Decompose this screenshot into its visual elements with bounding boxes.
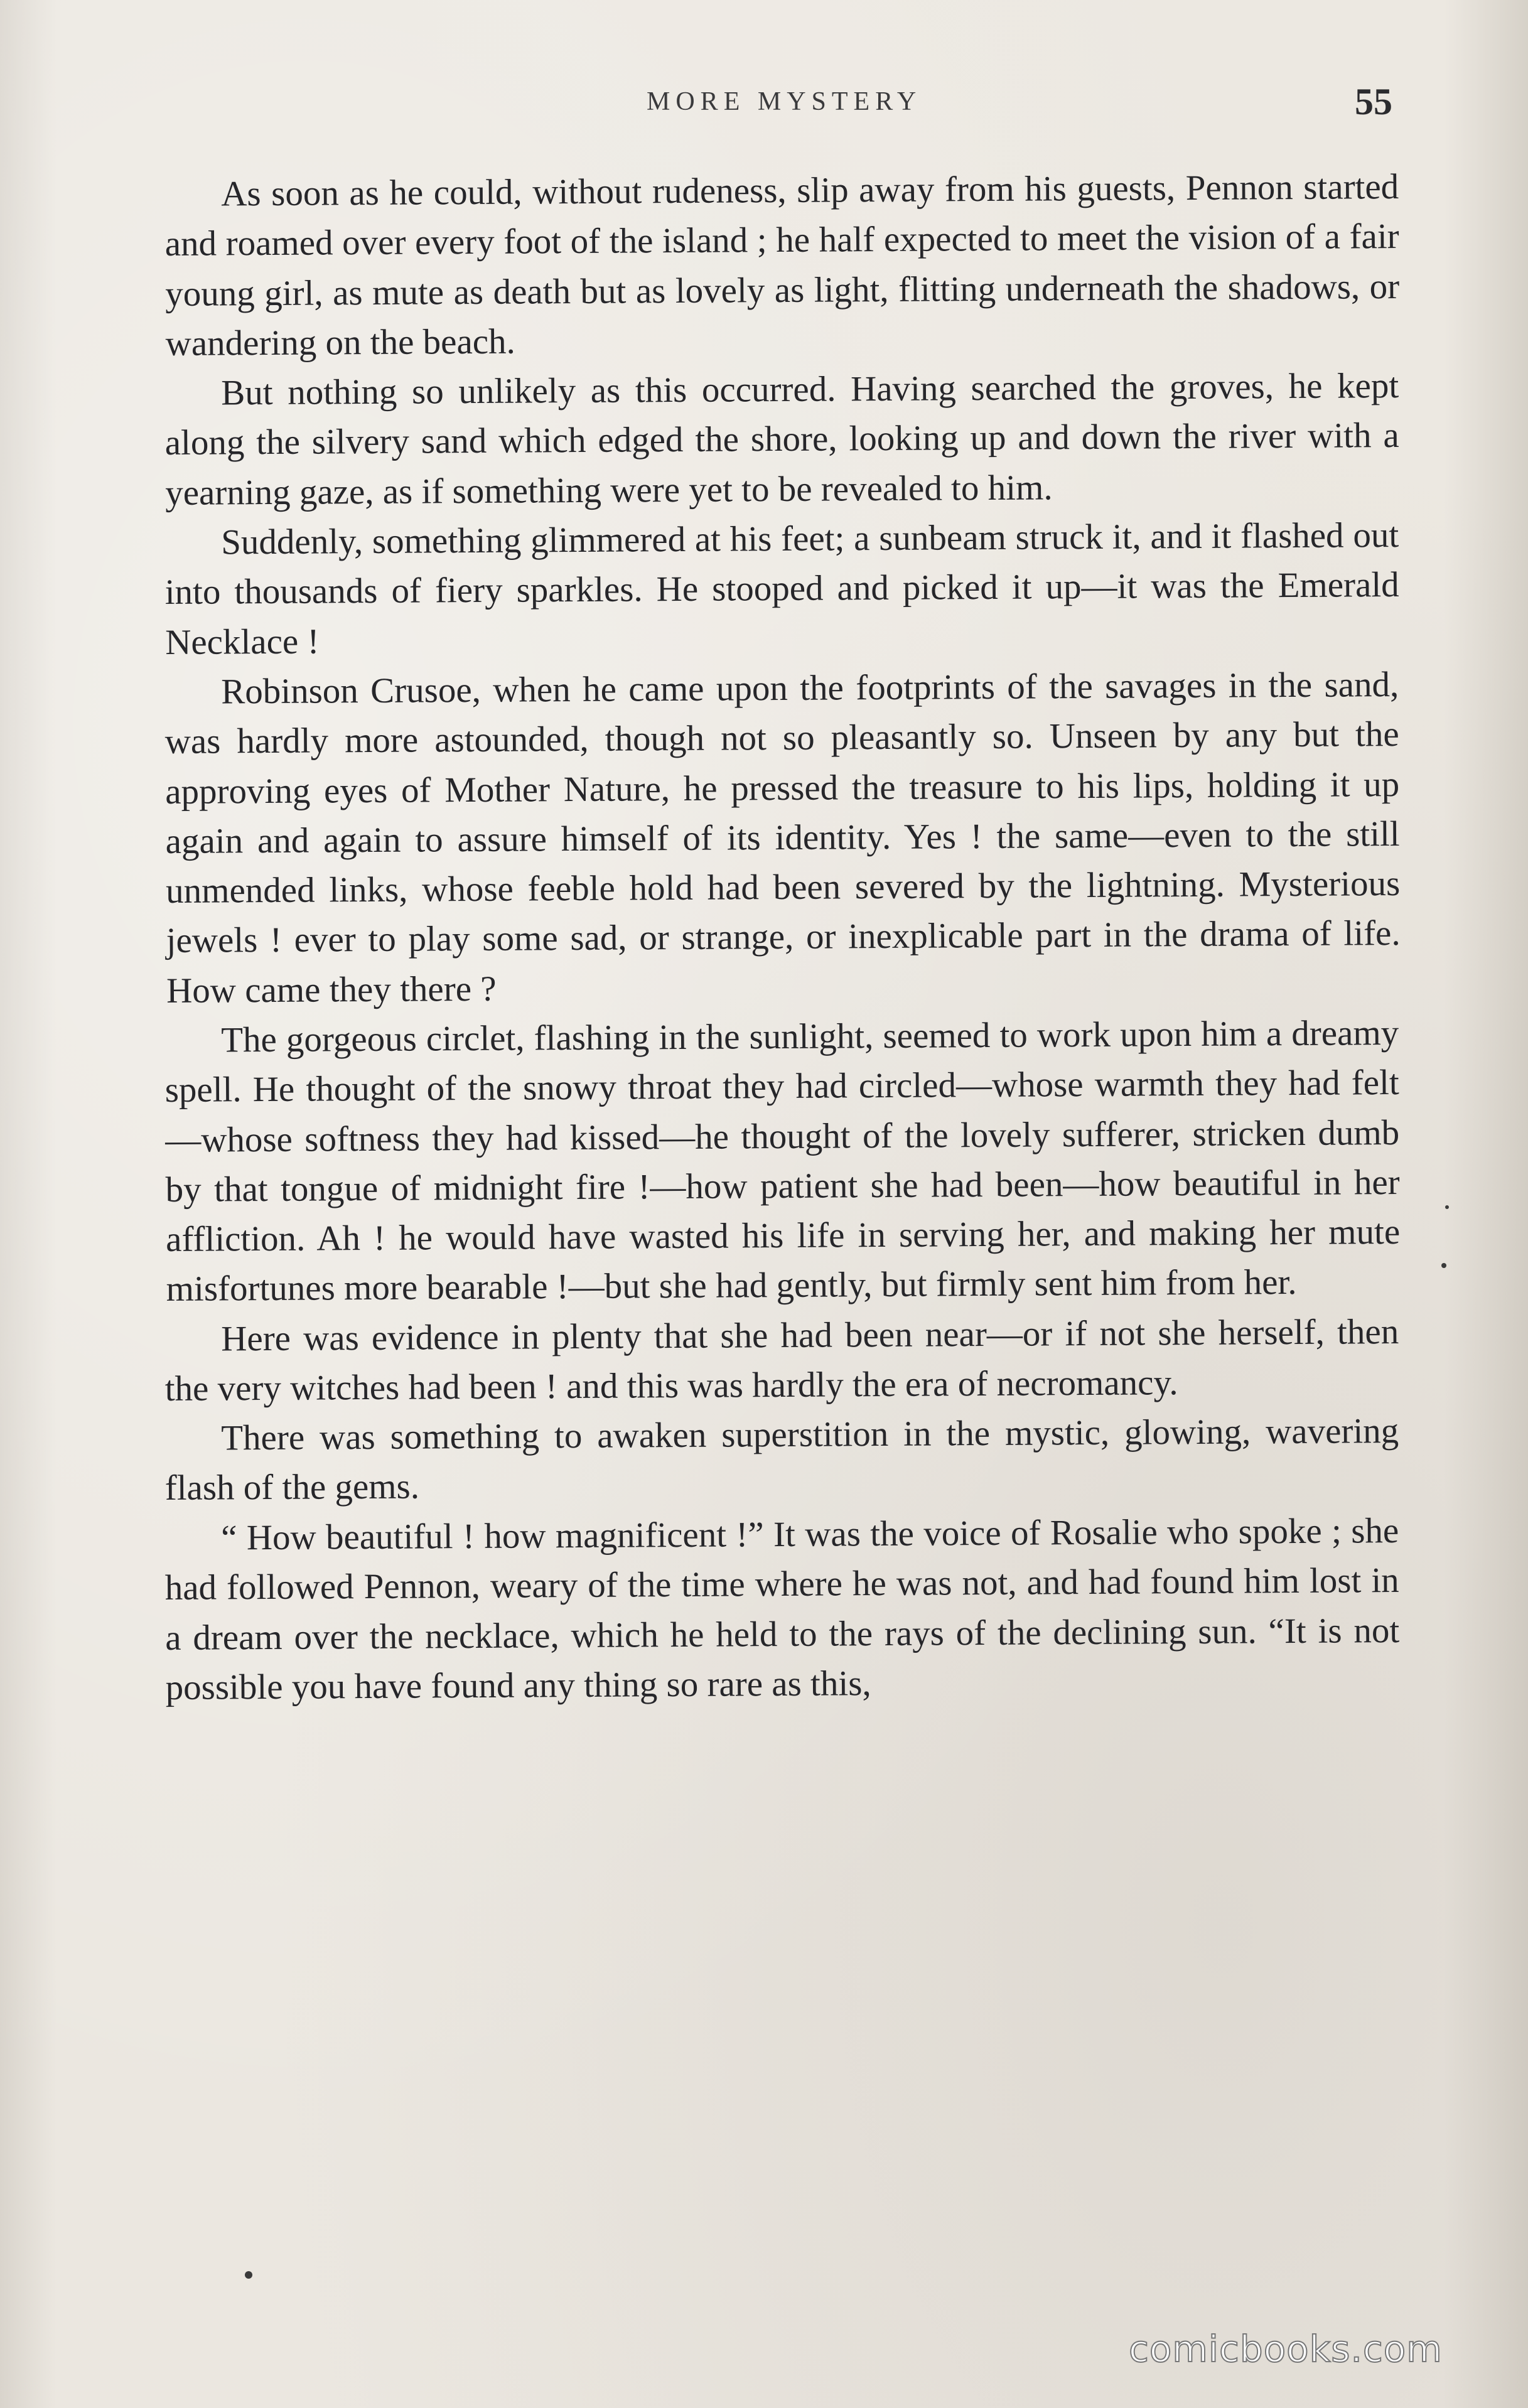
body-text bbox=[164, 166, 1401, 1712]
paragraph: As soon as he could, without rudeness, slip away from his guests, Pennon started and roamed over every foot of the island ; he half expected to meet the vision of a fair young girl, as mute as death but as lovely as light, flitting underneath the shadows, or wandering on the beach. bbox=[164, 166, 1400, 363]
paragraph: Here was evidence in plenty that she had been near—or if not she herself, then the very witches had been ! and this was hardly the era of necromancy. bbox=[164, 1311, 1399, 1409]
ink-speck bbox=[245, 2271, 252, 2279]
page-number: 55 bbox=[1355, 81, 1392, 122]
watermark: comicbooks.com bbox=[1129, 2328, 1443, 2370]
ink-speck bbox=[1445, 1205, 1449, 1209]
ink-speck bbox=[1441, 1263, 1446, 1268]
paragraph: Suddenly, something glimmered at his feet; a sunbeam struck it, and it flashed out into thousands of fiery sparkles. He stooped and picked it up—it was the Emerald Necklace ! bbox=[164, 515, 1399, 662]
paragraph: Robinson Crusoe, when he came upon the footprints of the savages in the sand, was hardly more astounded, though not so pleasantly so. Unseen by any but the approving eyes of Mother Nature, he pressed the treasure to his lips, holding it up again and again to assure himself of its identity. Yes ! the same—even to the still unmended links, whose feeble hold had been severed by the lightning. Mysterious jewels ! ever to play some sad, or strange, or inexplicable part in the drama of life. How came they there ? bbox=[164, 664, 1401, 1011]
paragraph: The gorgeous circlet, flashing in the sunlight, seemed to work upon him a dreamy spell. He thought of the snowy throat they had circled—whose warmth they had felt—whose softness they had kissed—he thought of the lovely sufferer, stricken dumb by that tongue of midnight fire !—how patient she had been—how beautiful in her affliction. Ah ! he would have wasted his life in serving her, and making her mute misfortunes more bearable !—but she had gently, but firmly sent him from her. bbox=[164, 1013, 1401, 1309]
paragraph: But nothing so unlikely as this occurred. Having searched the groves, he kept along the silvery sand which edged the shore, looking up and down the river with a yearning gaze, as if something were yet to be revealed to him. bbox=[164, 366, 1399, 513]
running-head: MORE MYSTERY bbox=[647, 87, 922, 116]
paragraph: “ How beautiful ! how magnificent !” It was the voice of Rosalie who spoke ; she had followed Pennon, weary of the time where he was not, and had found him lost in a dream over the necklace, which he held to the rays of the declining sun. “It is not possible you have found any thing so rare as this, bbox=[164, 1511, 1400, 1707]
paragraph: There was something to awaken superstition in the mystic, glowing, wavering flash of the gems. bbox=[164, 1411, 1399, 1508]
